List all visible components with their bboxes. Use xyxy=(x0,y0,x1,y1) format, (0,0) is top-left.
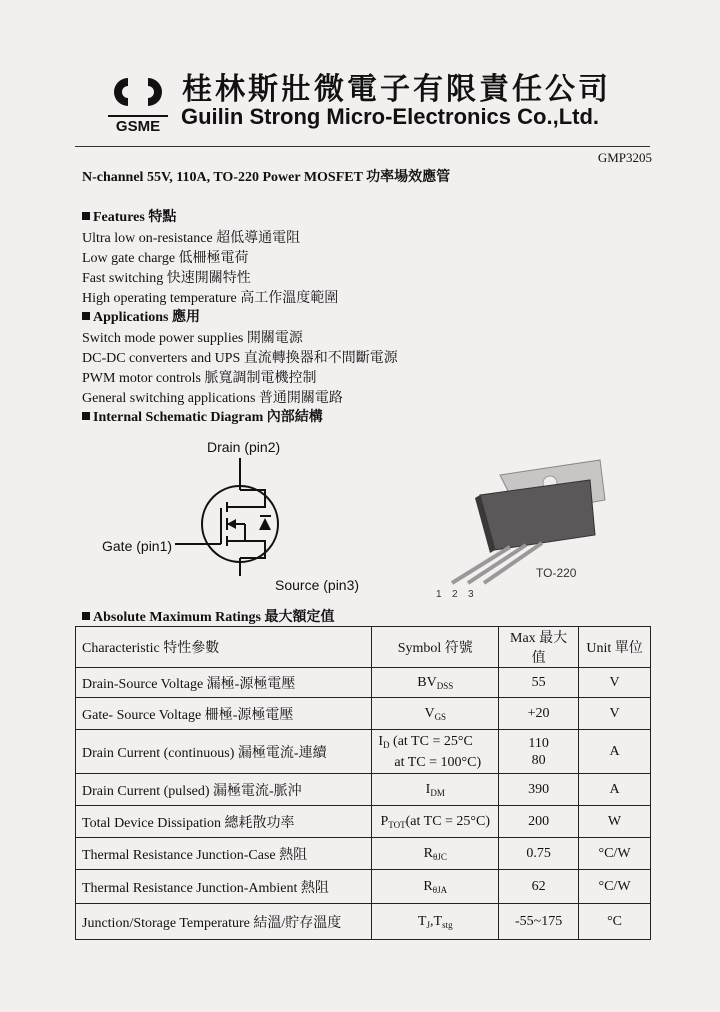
pin-number: 2 xyxy=(452,589,458,600)
ratings-table xyxy=(75,626,651,940)
characteristic-cell: Drain Current (pulsed) 漏極電流-脈沖 xyxy=(76,774,372,806)
bullet-square-icon xyxy=(82,612,90,620)
source-label: Source (pin3) xyxy=(275,577,360,593)
symbol-cell: $R_{\theta JA}$ xyxy=(372,870,499,904)
column-header: Max 最大值 xyxy=(499,627,579,668)
feature-item: Low gate charge 低柵極電荷 xyxy=(82,251,249,266)
gate-label: Gate (pin1) xyxy=(102,538,173,554)
features-heading-text: Features 特點 xyxy=(93,210,177,225)
characteristic-cell: Gate- Source Voltage 柵極-源極電壓 xyxy=(76,698,372,730)
bullet-square-icon xyxy=(82,412,90,420)
unit-cell: V xyxy=(579,698,651,730)
feature-item: Fast switching 快速開關特性 xyxy=(82,271,251,286)
schematic-heading xyxy=(82,406,323,426)
ratings-heading xyxy=(82,606,335,626)
unit-cell: °C xyxy=(579,904,651,940)
symbol-cell: $R_{\theta JC}$ xyxy=(372,838,499,870)
unit-cell: A xyxy=(579,730,651,774)
max-cell: -55~175 xyxy=(499,904,579,940)
max-cell: +20 xyxy=(499,698,579,730)
logo-text: GSME xyxy=(115,118,161,134)
company-logo xyxy=(106,70,170,134)
application-item: DC-DC converters and UPS 直流轉換器和不間斷電源 xyxy=(82,351,398,366)
unit-cell: °C/W xyxy=(579,838,651,870)
arrow-icon xyxy=(227,519,236,529)
max-cell: 200 xyxy=(499,806,579,838)
unit-cell: A xyxy=(579,774,651,806)
application-item: PWM motor controls 脈寬調制電機控制 xyxy=(82,371,317,386)
table-row xyxy=(76,870,651,904)
max-cell: 55 xyxy=(499,668,579,698)
schematic-heading-text: Internal Schematic Diagram 內部結構 xyxy=(93,410,323,425)
applications-heading-text: Applications 應用 xyxy=(93,310,200,325)
table-row xyxy=(76,774,651,806)
characteristic-cell: Thermal Resistance Junction-Ambient 熱阻 xyxy=(76,870,372,904)
drain-label: Drain (pin2) xyxy=(207,439,281,455)
company-name-en: Guilin Strong Micro-Electronics Co.,Ltd. xyxy=(181,104,600,129)
company-name-cn: 桂林斯壯微電子有限責任公司 xyxy=(182,72,611,107)
characteristic-cell: Drain Current (continuous) 漏極電流-連續 xyxy=(76,730,372,774)
features-heading xyxy=(82,206,176,226)
diode-icon xyxy=(259,518,271,530)
symbol-cell: $T_J,T_{stg}$ xyxy=(372,904,499,940)
pin-number: 1 xyxy=(436,589,442,600)
mosfet-schematic xyxy=(95,432,385,597)
characteristic-cell: Total Device Dissipation 總耗散功率 xyxy=(76,806,372,838)
column-header: Symbol 符號 xyxy=(372,627,499,668)
table-row xyxy=(76,806,651,838)
unit-cell: °C/W xyxy=(579,870,651,904)
table-row xyxy=(76,698,651,730)
max-cell: 0.75 xyxy=(499,838,579,870)
table-row xyxy=(76,730,651,774)
characteristic-cell: Drain-Source Voltage 漏極-源極電壓 xyxy=(76,668,372,698)
bullet-square-icon xyxy=(82,212,90,220)
column-header: Unit 單位 xyxy=(579,627,651,668)
symbol-cell: $I_{DM}$ xyxy=(372,774,499,806)
characteristic-cell: Junction/Storage Temperature 結溫/貯存溫度 xyxy=(76,904,372,940)
symbol-cell: $BV_{DSS}$ xyxy=(372,668,499,698)
table-row xyxy=(76,904,651,940)
to220-package xyxy=(430,455,615,600)
table-row xyxy=(76,838,651,870)
feature-item: High operating temperature 高工作溫度範圍 xyxy=(82,291,339,306)
symbol-cell: $I_D$ (at TC = 25°C at TC = 100°C) xyxy=(372,730,499,774)
pin-number: 3 xyxy=(468,589,474,600)
header-divider xyxy=(75,146,650,147)
max-cell: 110 80 xyxy=(499,730,579,774)
mosfet-symbol-icon xyxy=(175,458,278,576)
applications-heading xyxy=(82,306,200,326)
characteristic-cell: Thermal Resistance Junction-Case 熱阻 xyxy=(76,838,372,870)
table-header-row xyxy=(76,627,651,668)
unit-cell: W xyxy=(579,806,651,838)
application-item: Switch mode power supplies 開關電源 xyxy=(82,331,303,346)
document-subtitle: N-channel 55V, 110A, TO-220 Power MOSFET 功率場效應管 xyxy=(82,170,451,185)
bullet-square-icon xyxy=(82,312,90,320)
feature-item: Ultra low on-resistance 超低導通電阻 xyxy=(82,231,301,246)
unit-cell: V xyxy=(579,668,651,698)
package-label: TO-220 xyxy=(536,566,577,580)
column-header: Characteristic 特性參數 xyxy=(76,627,372,668)
symbol-cell: $V_{GS}$ xyxy=(372,698,499,730)
ratings-heading-text: Absolute Maximum Ratings 最大額定值 xyxy=(93,610,335,625)
table-row xyxy=(76,668,651,698)
max-cell: 62 xyxy=(499,870,579,904)
part-number: GMP3205 xyxy=(597,150,652,165)
symbol-cell: $P_{TOT}(at$ TC = 25°C) xyxy=(372,806,499,838)
max-cell: 390 xyxy=(499,774,579,806)
application-item: General switching applications 普通開關電路 xyxy=(82,391,343,406)
